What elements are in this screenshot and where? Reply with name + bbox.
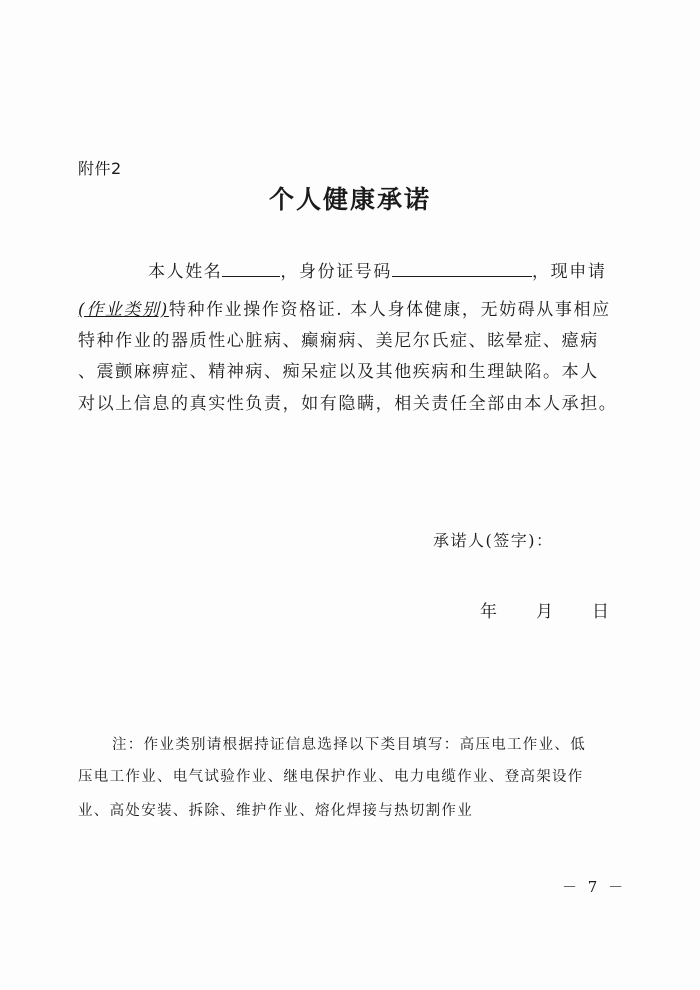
name-label: 本人姓名 xyxy=(148,262,223,282)
signature-label: 承诺人(签字)： xyxy=(433,531,554,550)
pledge-line-3: 特种作业的器质性心脏病、癫痫病、美尼尔氏症、眩晕症、癔病 xyxy=(78,331,599,351)
category-placeholder[interactable]: (作业类别) xyxy=(78,300,169,320)
pledge-line-2 xyxy=(78,295,611,320)
date-day: 日 xyxy=(592,602,609,622)
name-blank[interactable] xyxy=(222,260,280,277)
pledge-line-1 xyxy=(148,257,606,282)
pledge-line-4: 、震颤麻痹症、精神病、痴呆症以及其他疾病和生理缺陷。本人 xyxy=(78,362,599,382)
annex-label: 附件2 xyxy=(78,159,122,178)
note-line-1: 注：作业类别请根据持证信息选择以下类目填写：高压电工作业、低 xyxy=(112,737,586,753)
note-line-3: 业、高处安装、拆除、维护作业、熔化焊接与热切割作业 xyxy=(78,803,473,819)
id-label: ，身份证号码 xyxy=(280,262,393,282)
date-month: 月 xyxy=(536,602,553,622)
date-year: 年 xyxy=(480,602,497,622)
page-number: － 7 － xyxy=(562,878,627,896)
page-title: 个人健康承诺 xyxy=(268,185,431,214)
apply-label: ，现申请 xyxy=(532,262,607,282)
pledge-line-2-text: 特种作业操作资格证. 本人身体健康，无妨碍从事相应 xyxy=(168,300,611,320)
id-number-blank[interactable] xyxy=(392,260,532,277)
note-line-2: 压电工作业、电气试验作业、继电保护作业、电力电缆作业、登高架设作 xyxy=(78,769,584,785)
pledge-line-5: 对以上信息的真实性负责，如有隐瞒，相关责任全部由本人承担。 xyxy=(78,394,618,414)
